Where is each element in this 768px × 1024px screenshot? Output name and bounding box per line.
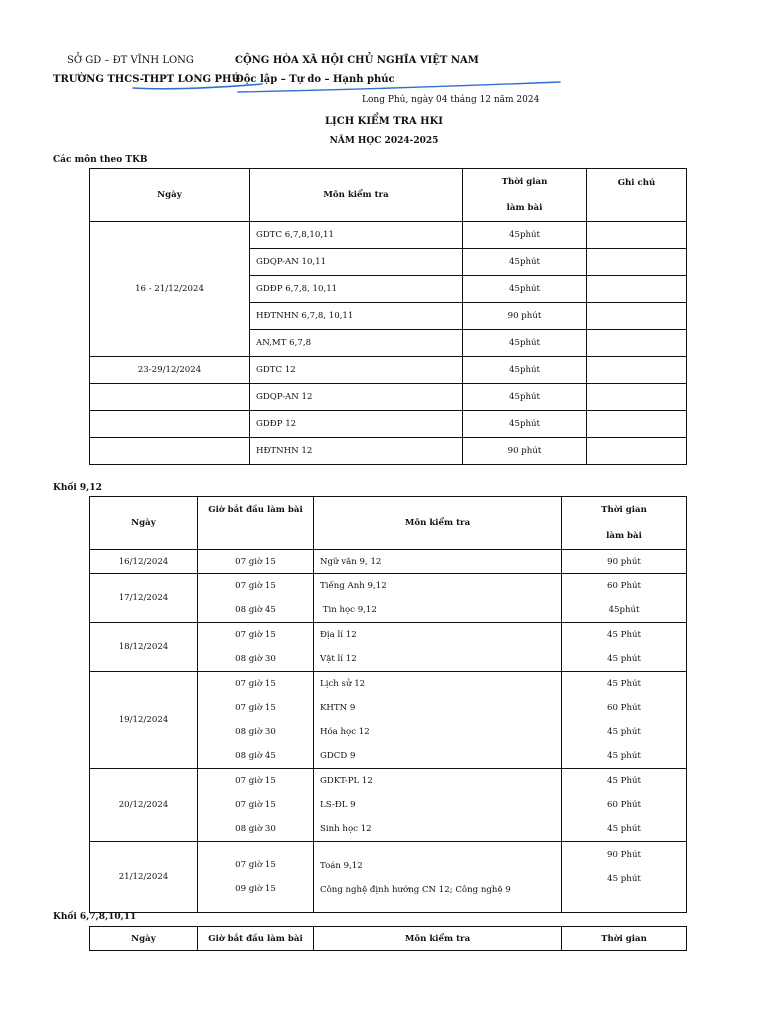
duration-cell <box>562 574 687 623</box>
header-duration <box>463 169 587 222</box>
duration: 45 Phút <box>607 776 641 786</box>
header-duration-line1: Thời gian <box>501 177 548 187</box>
date-cell: 23-29/12/2024 <box>90 357 250 384</box>
department-name: SỞ GD – ĐT VĨNH LONG <box>67 55 194 66</box>
header-duration-line2: làm bài <box>506 203 543 213</box>
subject: Công nghệ định hướng CN 12; Công nghệ 9 <box>320 885 511 895</box>
start-time: 08 giờ 45 <box>235 751 276 761</box>
date-cell <box>90 438 250 465</box>
date-cell: 17/12/2024 <box>90 574 198 623</box>
subject: Hóa học 12 <box>320 727 370 737</box>
note-cell <box>587 276 687 303</box>
subject-cell: GDQP-AN 12 <box>250 384 463 411</box>
subject: Địa lí 12 <box>320 630 357 640</box>
national-motto: Độc lập – Tự do – Hạnh phúc <box>235 74 395 85</box>
duration: 60 Phút <box>607 800 641 810</box>
note-cell <box>587 384 687 411</box>
duration: 60 Phút <box>607 703 641 713</box>
date-cell: 16/12/2024 <box>90 550 198 574</box>
grade-9-12-schedule-table <box>89 496 687 913</box>
table-row <box>90 357 687 384</box>
header-start-time: Giờ bắt đầu làm bài <box>198 927 314 951</box>
national-title: CỘNG HÒA XÃ HỘI CHỦ NGHĨA VIỆT NAM <box>235 55 479 66</box>
start-time: 09 giờ 15 <box>235 884 276 894</box>
subject: KHTN 9 <box>320 703 356 713</box>
duration: 60 Phút <box>607 581 641 591</box>
duration: 45 phút <box>607 874 641 884</box>
duration-cell: 90 phút <box>463 303 587 330</box>
start-time: 07 giờ 15 <box>235 630 276 640</box>
subject-cell <box>314 574 562 623</box>
subject: Lịch sử 12 <box>320 679 366 689</box>
start-time: 07 giờ 15 <box>235 679 276 689</box>
section-heading-grade-6-11: Khối 6,7,8,10,11 <box>53 912 137 922</box>
duration-cell <box>562 672 687 769</box>
tkb-schedule-table <box>89 168 687 465</box>
document-title: LỊCH KIỂM TRA HKI <box>325 116 443 127</box>
duration-cell: 45phút <box>463 384 587 411</box>
start-time: 07 giờ 15 <box>235 860 276 870</box>
pen-underline-right <box>238 82 560 92</box>
header-subject: Môn kiểm tra <box>250 169 463 222</box>
duration-cell: 45phút <box>463 222 587 249</box>
start-time: 07 giờ 15 <box>235 800 276 810</box>
subject-cell: GDĐP 6,7,8, 10,11 <box>250 276 463 303</box>
subject: Tin học 9,12 <box>320 605 377 615</box>
note-cell <box>587 222 687 249</box>
section-heading-grade-9-12: Khối 9,12 <box>53 483 102 493</box>
table-row <box>90 574 687 623</box>
duration-cell: 45phút <box>463 411 587 438</box>
place-and-date: Long Phú, ngày 04 tháng 12 năm 2024 <box>362 95 540 105</box>
subject: GDKT-PL 12 <box>320 776 373 786</box>
section-heading-tkb: Các môn theo TKB <box>53 155 148 165</box>
subject: Vật lí 12 <box>320 654 357 664</box>
header-date: Ngày <box>90 169 250 222</box>
school-year: NĂM HỌC 2024-2025 <box>329 136 439 146</box>
subject-cell: HĐTNHN 12 <box>250 438 463 465</box>
subject-cell: GDĐP 12 <box>250 411 463 438</box>
header-note: Ghi chú <box>587 169 687 222</box>
start-time: 07 giờ 15 <box>235 703 276 713</box>
note-cell <box>587 357 687 384</box>
subject-cell: GDTC 6,7,8,10,11 <box>250 222 463 249</box>
subject-cell <box>314 842 562 913</box>
header-duration: Thời gian <box>562 927 687 951</box>
subject-cell: HĐTNHN 6,7,8, 10,11 <box>250 303 463 330</box>
table-row <box>90 222 687 249</box>
duration-cell <box>562 623 687 672</box>
subject-cell <box>314 623 562 672</box>
date-cell <box>90 411 250 438</box>
date-cell: 21/12/2024 <box>90 842 198 913</box>
subject-cell <box>314 672 562 769</box>
header-subject: Môn kiểm tra <box>314 497 562 550</box>
duration: 90 Phút <box>607 850 641 860</box>
subject: Sinh học 12 <box>320 824 372 834</box>
pen-strokes <box>0 0 768 110</box>
start-time: 08 giờ 45 <box>235 605 276 615</box>
grade-6-11-schedule-table <box>89 926 687 951</box>
duration: 45phút <box>608 605 640 615</box>
date-cell <box>90 384 250 411</box>
start-time: 07 giờ 15 <box>235 581 276 591</box>
pen-underline-left <box>133 84 262 89</box>
duration: 45 Phút <box>607 679 641 689</box>
duration-cell: 90 phút <box>562 550 687 574</box>
start-time: 08 giờ 30 <box>235 824 276 834</box>
duration-cell: 45phút <box>463 276 587 303</box>
duration: 45 phút <box>607 824 641 834</box>
start-time-cell <box>198 623 314 672</box>
start-time: 08 giờ 30 <box>235 727 276 737</box>
date-cell: 18/12/2024 <box>90 623 198 672</box>
note-cell <box>587 330 687 357</box>
duration: 45 phút <box>607 654 641 664</box>
duration: 45 phút <box>607 727 641 737</box>
table-row <box>90 842 687 913</box>
note-cell <box>587 249 687 276</box>
start-time-cell <box>198 574 314 623</box>
date-cell: 20/12/2024 <box>90 769 198 842</box>
table-row <box>90 623 687 672</box>
subject: GDCD 9 <box>320 751 356 761</box>
table-row <box>90 672 687 769</box>
duration-cell: 45phút <box>463 249 587 276</box>
duration-cell: 45phút <box>463 357 587 384</box>
header-date: Ngày <box>90 497 198 550</box>
subject: LS-ĐL 9 <box>320 800 356 810</box>
duration: 45 Phút <box>607 630 641 640</box>
duration-cell <box>562 769 687 842</box>
table-header-row <box>90 169 687 222</box>
subject-cell: AN,MT 6,7,8 <box>250 330 463 357</box>
header-subject: Môn kiểm tra <box>314 927 562 951</box>
duration-cell: 45phút <box>463 330 587 357</box>
subject: Tiếng Anh 9,12 <box>320 581 387 591</box>
duration: 45 phút <box>607 751 641 761</box>
school-name: TRƯỜNG THCS-THPT LONG PHÚ <box>53 74 241 85</box>
table-header-row <box>90 497 687 550</box>
start-time-cell: 07 giờ 15 <box>198 550 314 574</box>
table-header-row <box>90 927 687 951</box>
note-cell <box>587 438 687 465</box>
subject-cell: Ngữ văn 9, 12 <box>314 550 562 574</box>
header-start-time: Giờ bắt đầu làm bài <box>198 497 314 550</box>
duration-cell <box>562 842 687 913</box>
header-date: Ngày <box>90 927 198 951</box>
header-duration <box>562 497 687 550</box>
start-time: 08 giờ 30 <box>235 654 276 664</box>
start-time: 07 giờ 15 <box>235 776 276 786</box>
start-time-cell <box>198 672 314 769</box>
header-duration-line1: Thời gian <box>601 505 647 515</box>
table-row <box>90 384 687 411</box>
subject-cell: GDTC 12 <box>250 357 463 384</box>
date-cell: 19/12/2024 <box>90 672 198 769</box>
table-row <box>90 411 687 438</box>
note-cell <box>587 411 687 438</box>
table-row <box>90 550 687 574</box>
date-cell: 16 - 21/12/2024 <box>90 222 250 357</box>
start-time-cell <box>198 842 314 913</box>
table-row <box>90 438 687 465</box>
table-row <box>90 769 687 842</box>
subject-cell <box>314 769 562 842</box>
header-duration-line2: làm bài <box>606 531 642 541</box>
subject-cell: GDQP-AN 10,11 <box>250 249 463 276</box>
duration-cell: 90 phút <box>463 438 587 465</box>
note-cell <box>587 303 687 330</box>
subject: Toán 9,12 <box>320 861 363 871</box>
start-time-cell <box>198 769 314 842</box>
